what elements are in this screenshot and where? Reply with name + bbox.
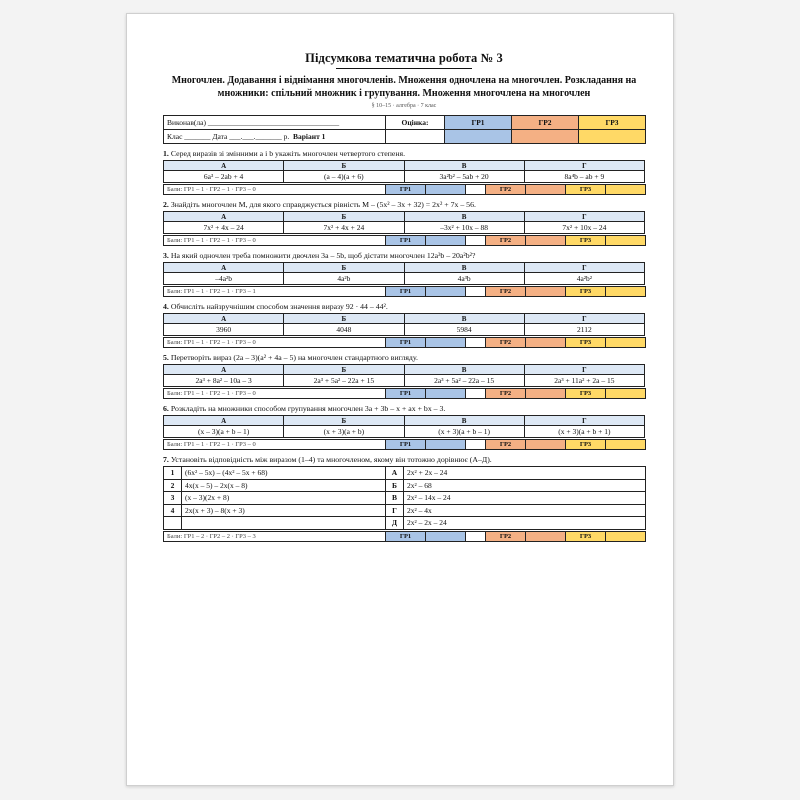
left-number: 2: [164, 479, 182, 492]
gr2-label: ГР2: [486, 338, 526, 348]
right-expression: 2x² + 2x – 24: [404, 467, 646, 480]
option-answer[interactable]: (x + 3)(a + b + 1): [524, 426, 644, 438]
gr2-label: ГР2: [486, 440, 526, 450]
task-6: [163, 403, 645, 450]
option-letter: Г: [524, 365, 644, 375]
option-answer[interactable]: (a – 4)(a + 6): [284, 171, 404, 183]
task-4-options: [163, 313, 645, 336]
gr1-label: ГР1: [386, 440, 426, 450]
task-2-question: [163, 199, 645, 210]
task-1-points: Бали: ГР1 – 1 · ГР2 – 1 · ГР3 – 0: [164, 185, 386, 195]
task-1-scores: [163, 184, 646, 195]
task-3-number: 3.: [163, 251, 169, 260]
option-letter: В: [404, 263, 524, 273]
option-answer[interactable]: 4a²b²: [524, 273, 644, 285]
task-7-gr3-label: ГР3: [566, 531, 606, 541]
gr3-label: ГР3: [566, 236, 606, 246]
task-3-scores: [163, 286, 646, 297]
option-answer[interactable]: –3x² + 10x – 88: [404, 222, 524, 234]
gr2-label: ГР2: [486, 287, 526, 297]
task-7-spacer: [466, 531, 486, 541]
score-spacer: [466, 440, 486, 450]
option-letter: А: [164, 161, 284, 171]
task-1: [163, 148, 645, 195]
gr1-score-cell[interactable]: [426, 185, 466, 195]
task-4-text: Обчисліть найзручнішим способом значення виразу 92 · 44 – 44².: [170, 302, 388, 311]
task-4-scores: [163, 337, 646, 348]
gr1-score-cell[interactable]: [426, 389, 466, 399]
worksheet-content: [163, 14, 645, 542]
task-6-text: Розкладіть на множники способом групування многочлен 3a + 3b – x + ax + bx – 3.: [170, 404, 446, 413]
task-4-points: Бали: ГР1 – 1 · ГР2 – 1 · ГР3 – 0: [164, 338, 386, 348]
option-letter: Г: [524, 314, 644, 324]
worksheet-page: [126, 13, 674, 786]
gr3-label: ГР3: [566, 287, 606, 297]
gr1-score-cell[interactable]: [426, 287, 466, 297]
task-6-points: Бали: ГР1 – 1 · ГР2 – 1 · ГР3 – 0: [164, 440, 386, 450]
option-answer[interactable]: 8a⁴b – ab + 9: [524, 171, 644, 183]
option-answer[interactable]: 4a³b: [404, 273, 524, 285]
option-answer[interactable]: 3a²b² – 5ab + 20: [404, 171, 524, 183]
gr1-label: ГР1: [386, 287, 426, 297]
task-2-options: [163, 211, 645, 234]
left-expression: (x – 3)(2x + 8): [182, 492, 386, 505]
gr2-label: ГР2: [486, 185, 526, 195]
left-number: 3: [164, 492, 182, 505]
tasks-list: [163, 148, 645, 450]
gr3-score-cell[interactable]: [606, 185, 646, 195]
task-4-number: 4.: [163, 302, 169, 311]
option-letter: А: [164, 212, 284, 222]
task-6-options: [163, 415, 645, 438]
group-3-grade-cell[interactable]: [579, 130, 646, 144]
task-3-points: Бали: ГР1 – 1 · ГР2 – 1 · ГР3 – 1: [164, 287, 386, 297]
gr3-score-cell[interactable]: [606, 236, 646, 246]
task-7-question: [163, 454, 645, 465]
task-7-gr2-label: ГР2: [486, 531, 526, 541]
left-number: [164, 517, 182, 530]
task-5-options: [163, 364, 645, 387]
score-spacer: [466, 185, 486, 195]
option-letter: Б: [284, 416, 404, 426]
option-letter: В: [404, 314, 524, 324]
task-6-scores: [163, 439, 646, 450]
task-5-number: 5.: [163, 353, 169, 362]
task-7-text: Установіть відповідність між виразом (1–4) та многочленом, якому він тотожно дорівнює (А–Д).: [170, 455, 492, 464]
option-letter: Г: [524, 263, 644, 273]
task-1-question: [163, 148, 645, 159]
gr3-label: ГР3: [566, 389, 606, 399]
grade-label: Оцінка:: [386, 116, 445, 130]
gr1-score-cell[interactable]: [426, 338, 466, 348]
task-6-number: 6.: [163, 404, 169, 413]
left-expression: 4x(x – 5) – 2x(x – 8): [182, 479, 386, 492]
task-2: [163, 199, 645, 246]
task-2-number: 2.: [163, 200, 169, 209]
task-6-question: [163, 403, 645, 414]
task-7-scores: [163, 531, 646, 542]
matching-row: [164, 504, 646, 517]
gr3-label: ГР3: [566, 440, 606, 450]
matching-row: [164, 467, 646, 480]
option-answer[interactable]: 5984: [404, 324, 524, 336]
gr3-label: ГР3: [566, 338, 606, 348]
task-7-points: Бали: ГР1 – 2 · ГР2 – 2 · ГР3 – 3: [164, 531, 386, 541]
task-3-options: [163, 262, 645, 285]
gr2-score-cell[interactable]: [526, 236, 566, 246]
matching-row: [164, 517, 646, 530]
student-header-table: [163, 115, 646, 144]
page-title: Підсумкова тематична робота № 3: [305, 51, 503, 65]
task-5-question: [163, 352, 645, 363]
task-7-gr1-cell[interactable]: [426, 531, 466, 541]
task-7-gr2-cell[interactable]: [526, 531, 566, 541]
option-answer[interactable]: 7x² + 4x + 24: [284, 222, 404, 234]
left-expression: 2x(x + 3) – 8(x + 3): [182, 504, 386, 517]
task-7-number: 7.: [163, 455, 169, 464]
option-answer[interactable]: 2a³ + 5a² – 22a – 15: [404, 375, 524, 387]
option-letter: Б: [284, 161, 404, 171]
right-expression: 2x² – 2x – 24: [404, 517, 646, 530]
gr2-score-cell[interactable]: [526, 287, 566, 297]
task-7-gr3-cell[interactable]: [606, 531, 646, 541]
gr2-score-cell[interactable]: [526, 440, 566, 450]
option-answer[interactable]: (x – 3)(a + b – 1): [164, 426, 284, 438]
option-letter: В: [404, 212, 524, 222]
option-answer[interactable]: 4048: [284, 324, 404, 336]
gr3-score-cell[interactable]: [606, 389, 646, 399]
task-2-text: Знайдіть многочлен M, для якого справджується рівність M – (5x² – 3x + 32) = 2x² + 7x – 56.: [170, 200, 476, 209]
task-7-gr1-label: ГР1: [386, 531, 426, 541]
right-expression: 2x² – 4x: [404, 504, 646, 517]
option-answer[interactable]: (x + 3)(a + b – 1): [404, 426, 524, 438]
task-1-options: [163, 160, 645, 183]
right-letter: Г: [386, 504, 404, 517]
right-letter: В: [386, 492, 404, 505]
option-answer[interactable]: 2112: [524, 324, 644, 336]
gr2-score-cell[interactable]: [526, 338, 566, 348]
option-letter: Б: [284, 212, 404, 222]
right-letter: Д: [386, 517, 404, 530]
task-1-number: 1.: [163, 149, 169, 158]
task-2-points: Бали: ГР1 – 1 · ГР2 – 1 · ГР3 – 0: [164, 236, 386, 246]
option-answer[interactable]: 4a²b: [284, 273, 404, 285]
option-answer[interactable]: 2a³ + 11a² + 2a – 15: [524, 375, 644, 387]
task-5-text: Перетворіть вираз (2a – 3)(a² + 4a – 5) на многочлен стандартного вигляду.: [170, 353, 418, 362]
group-2-grade-cell[interactable]: [512, 130, 579, 144]
score-spacer: [466, 236, 486, 246]
score-spacer: [466, 287, 486, 297]
gr1-label: ГР1: [386, 185, 426, 195]
gr2-label: ГР2: [486, 389, 526, 399]
title-underline: [336, 68, 472, 69]
task-4: [163, 301, 645, 348]
left-number: 1: [164, 467, 182, 480]
gr2-score-cell[interactable]: [526, 185, 566, 195]
option-letter: А: [164, 263, 284, 273]
option-letter: Г: [524, 212, 644, 222]
task-5: [163, 352, 645, 399]
option-answer[interactable]: 2a³ + 5a² – 22a + 15: [284, 375, 404, 387]
gr3-label: ГР3: [566, 185, 606, 195]
right-expression: 2x² – 68: [404, 479, 646, 492]
option-letter: А: [164, 314, 284, 324]
class-date-field[interactable]: [164, 130, 386, 144]
left-number: 4: [164, 504, 182, 517]
gr2-score-cell[interactable]: [526, 389, 566, 399]
right-letter: А: [386, 467, 404, 480]
option-answer[interactable]: 2a³ + 8a² – 10a – 3: [164, 375, 284, 387]
gr3-score-cell[interactable]: [606, 338, 646, 348]
header-group-2: ГР2: [512, 116, 579, 130]
gr2-label: ГР2: [486, 236, 526, 246]
page-subtitle: Многочлен. Додавання і віднімання многочленів. Множення одночлена на многочлен. Розкладання на множники: спільний множник і групування. Множення многочлена на многочлен: [171, 75, 637, 99]
gr3-score-cell[interactable]: [606, 440, 646, 450]
matching-row: [164, 479, 646, 492]
topic-meta: § 10–15 · алгебра · 7 клас: [371, 103, 437, 109]
header-group-3: ГР3: [579, 116, 646, 130]
option-letter: В: [404, 416, 524, 426]
class-date-label: Клас _______ Дата ___.___._______ р.: [167, 132, 290, 141]
variant-label: Варіант 1: [292, 132, 326, 141]
task-4-question: [163, 301, 645, 312]
left-expression: [182, 517, 386, 530]
task-7: [163, 454, 645, 542]
option-letter: В: [404, 161, 524, 171]
task-3-question: [163, 250, 645, 261]
score-spacer: [466, 338, 486, 348]
gr1-score-cell[interactable]: [426, 440, 466, 450]
task-1-text: Серед виразів зі змінними a і b укажіть многочлен четвертого степеня.: [170, 149, 406, 158]
right-letter: Б: [386, 479, 404, 492]
option-letter: А: [164, 416, 284, 426]
gr1-label: ГР1: [386, 389, 426, 399]
performer-field[interactable]: Виконав(ла) ___________________________________: [164, 116, 386, 130]
gr3-score-cell[interactable]: [606, 287, 646, 297]
grade-value-cell[interactable]: [386, 130, 445, 144]
header-group-1: ГР1: [445, 116, 512, 130]
gr1-score-cell[interactable]: [426, 236, 466, 246]
task-3: [163, 250, 645, 297]
task-5-scores: [163, 388, 646, 399]
task-5-points: Бали: ГР1 – 1 · ГР2 – 1 · ГР3 – 0: [164, 389, 386, 399]
option-letter: Б: [284, 263, 404, 273]
task-2-scores: [163, 235, 646, 246]
group-1-grade-cell[interactable]: [445, 130, 512, 144]
gr1-label: ГР1: [386, 338, 426, 348]
right-expression: 2x² – 14x – 24: [404, 492, 646, 505]
option-letter: Б: [284, 314, 404, 324]
option-letter: Б: [284, 365, 404, 375]
option-answer[interactable]: 3960: [164, 324, 284, 336]
gr1-label: ГР1: [386, 236, 426, 246]
matching-table: [163, 466, 646, 530]
option-answer[interactable]: 6a³ – 2ab + 4: [164, 171, 284, 183]
option-answer[interactable]: –4a²b: [164, 273, 284, 285]
option-answer[interactable]: (x + 3)(a + b): [284, 426, 404, 438]
matching-row: [164, 492, 646, 505]
left-expression: (6x² – 5x) – (4x² – 5x + 68): [182, 467, 386, 480]
option-letter: Г: [524, 161, 644, 171]
option-answer[interactable]: 7x² + 4x – 24: [164, 222, 284, 234]
score-spacer: [466, 389, 486, 399]
option-letter: Г: [524, 416, 644, 426]
task-3-text: На який одночлен треба помножити двочлен 3a – 5b, щоб дістати многочлен 12a³b – 20a²b²?: [170, 251, 476, 260]
option-answer[interactable]: 7x² + 10x – 24: [524, 222, 644, 234]
option-letter: В: [404, 365, 524, 375]
option-letter: А: [164, 365, 284, 375]
